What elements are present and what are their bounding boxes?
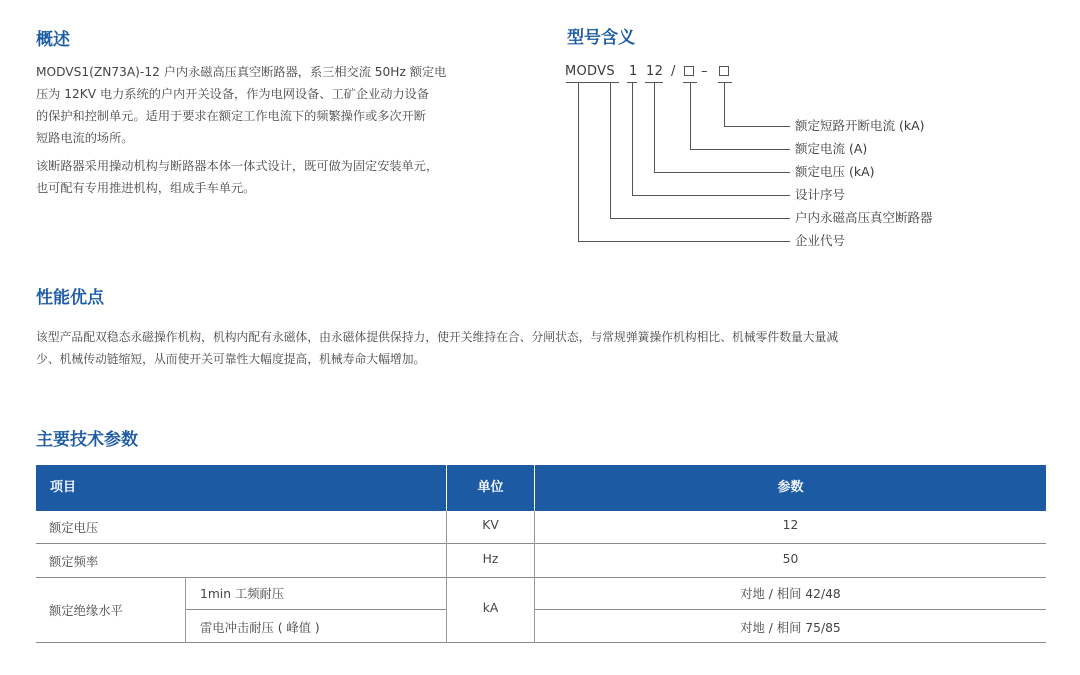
advantages-text [36,326,838,370]
col-divider [446,511,447,643]
leader-v [578,82,579,241]
col-divider [185,577,186,643]
advantages-line: 该型产品配双稳态永磁操作机构，机构内配有永磁体，由永磁体提供保持力，使开关维持在合、分闸状态，与常规弹簧操作机构相比、机械零件数量大量减 [36,330,839,344]
overview-line: MODVS1(ZN73A)-12 户内永磁高压真空断路器，系三相交流 50Hz 额定电 [36,65,447,79]
advantages-line: 少、机械传动链缩短，从而使开关可靠性大幅度提高，机械寿命大幅增加。 [36,352,426,366]
overview-line: 也可配有专用推进机构，组成手车单元。 [36,181,256,195]
code-slash: / [671,64,676,79]
row-voltage-value: 12 [782,518,799,532]
code-voltage: 12 [646,64,664,79]
row-divider [36,543,1046,544]
row-insulation-unit: kA [482,601,499,615]
row-frequency-unit: Hz [482,552,499,566]
leader-h [654,172,790,173]
leader-h [690,149,790,150]
code-design-no: 1 [629,64,638,79]
label-breaking-current: 额定短路开断电流 (kA) [795,118,925,133]
label-design-no: 设计序号 [795,187,846,202]
table-header [36,465,1046,511]
row-insulation-sub-1: 1min 工频耐压 [200,587,285,601]
header-unit: 单位 [477,480,504,495]
leader-h [632,195,790,196]
overview-line: 短路电流的场所。 [36,131,134,145]
code-breaking-box [719,66,729,76]
row-frequency-item: 额定频率 [49,555,99,569]
code-dash: – [701,64,708,79]
code-prefix: MODVS [565,64,615,79]
leader-v [654,82,655,172]
label-rated-current: 额定电流 (A) [795,141,868,156]
advantages-title: 性能优点 [36,288,104,308]
row-insulation-sub-2: 雷电冲击耐压 ( 峰值 ) [200,621,320,635]
row-divider [36,577,1046,578]
header-item: 项目 [50,480,77,495]
row-insulation-value-2: 对地 / 相间 75/85 [740,621,841,635]
model-code [565,64,745,80]
leader-v [632,82,633,195]
underline-breaking [718,82,732,83]
label-product-type: 户内永磁高压真空断路器 [795,210,933,225]
leader-h [610,218,790,219]
overview-text [36,61,446,199]
row-divider [185,609,446,610]
underline-prefix [566,82,619,83]
overview-line: 压为 12KV 电力系统的户内开关设备，作为电网设备、工矿企业动力设备 [36,87,430,101]
row-divider [535,609,1046,610]
overview-title: 概述 [36,30,70,50]
row-voltage-unit: KV [482,518,499,532]
row-insulation-value-1: 对地 / 相间 42/48 [740,587,841,601]
leader-h [578,241,790,242]
col-divider [534,511,535,643]
specs-title: 主要技术参数 [36,430,138,450]
header-value: 参数 [777,480,804,495]
leader-v [690,82,691,149]
label-company-code: 企业代号 [795,233,846,248]
table-bottom [36,642,1046,643]
label-rated-voltage: 额定电压 (kA) [795,164,875,179]
row-frequency-value: 50 [782,552,799,566]
overview-line: 的保护和控制单元。适用于要求在额定工作电流下的频繁操作或多次开断 [36,109,426,123]
leader-v [610,82,611,218]
row-voltage-item: 额定电压 [49,521,99,535]
row-insulation-item: 额定绝缘水平 [49,604,123,618]
overview-line: 该断路器采用操动机构与断路器本体一体式设计，既可做为固定安装单元， [36,159,439,173]
leader-v [724,82,725,126]
code-current-box [684,66,694,76]
model-title: 型号含义 [567,28,635,48]
leader-h [724,126,790,127]
